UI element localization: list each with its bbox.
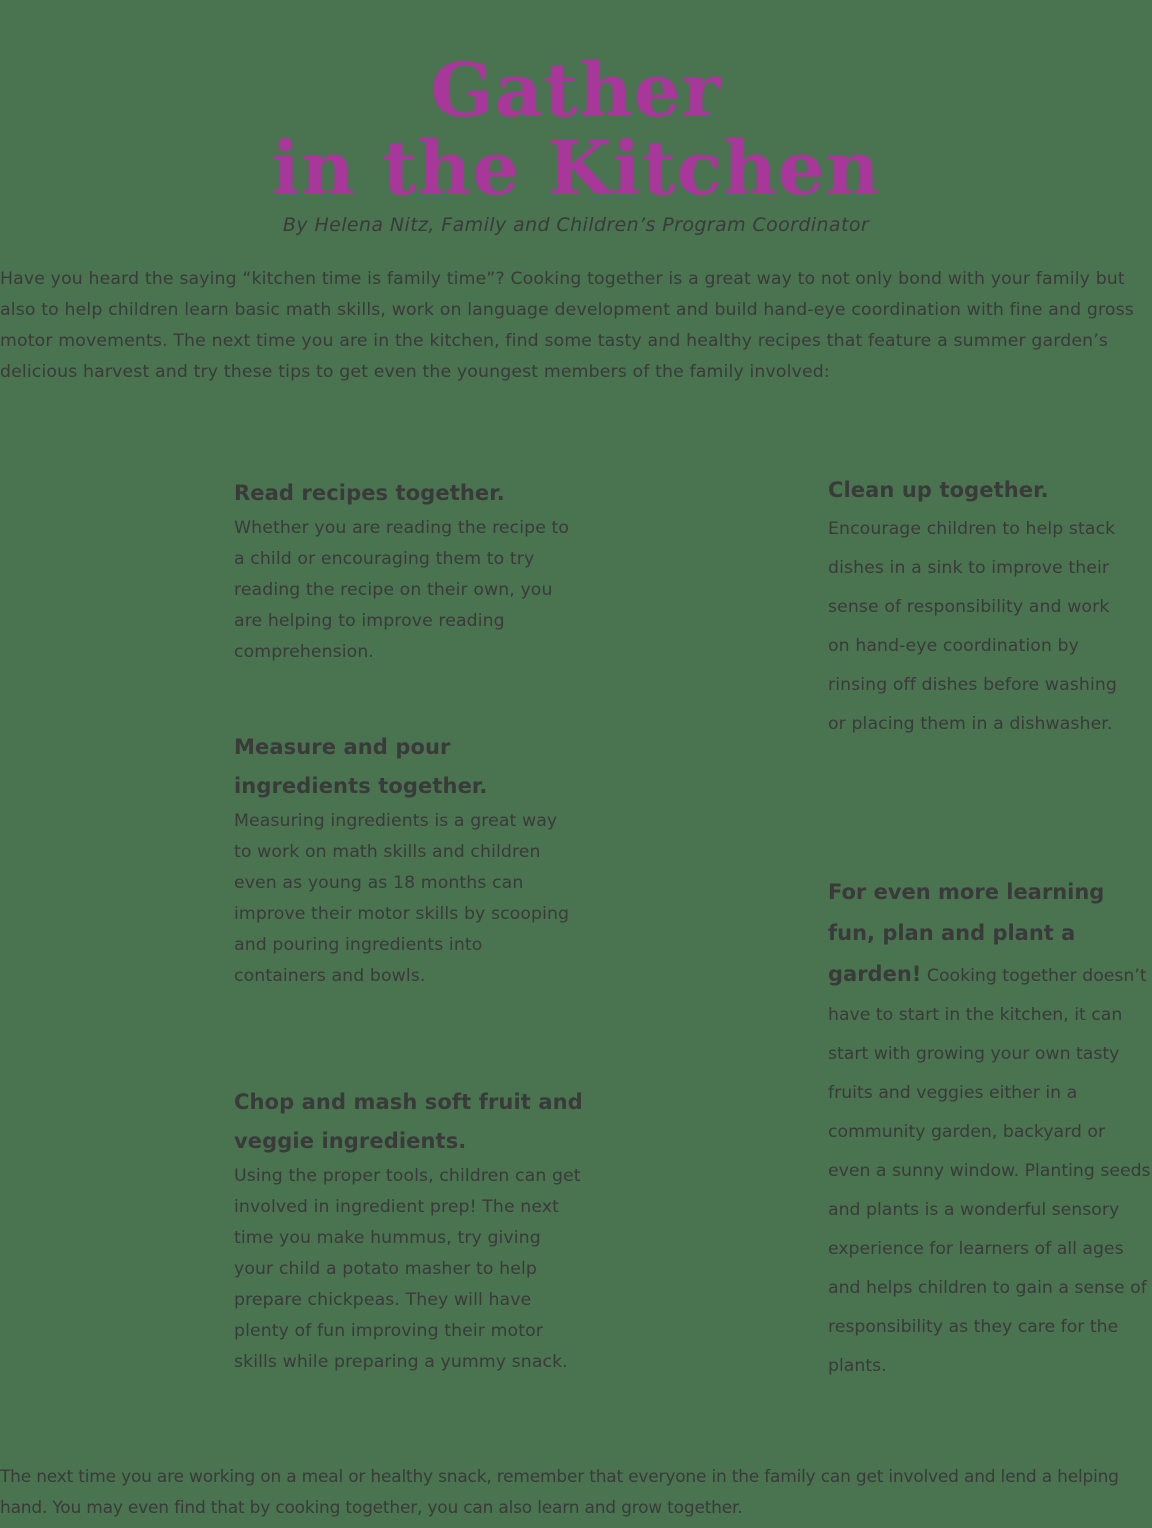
tip-measure-pour <box>234 728 570 992</box>
title-line-1: Gather <box>430 47 722 134</box>
tip-plan-garden <box>828 873 1152 1386</box>
tip-heading: Measure and pour ingredients together. <box>234 735 488 798</box>
tip-heading: Clean up together. <box>828 478 1049 502</box>
tip-heading: For even more learning fun, plan and plant a garden! <box>828 880 1105 986</box>
tip-chop-mash <box>234 1083 584 1378</box>
closing-paragraph: The next time you are working on a meal or healthy snack, remember that everyone in the family can get involved and lend a helping hand. You may even find that by cooking together, you can also learn and grow together. <box>0 1467 1119 1518</box>
intro-paragraph: Have you heard the saying “kitchen time is family time”? Cooking together is a great way to not only bond with your family but also to help children learn basic math skills, work on language development and build hand-eye coordination with fine and gross motor movements. The next time you are in the kitchen, find some tasty and healthy recipes that feature a summer garden’s delicious harvest and try these tips to get even the youngest members of the family involved: <box>0 269 1134 382</box>
tip-heading: Chop and mash soft fruit and veggie ingredients. <box>234 1090 583 1153</box>
tip-body: Whether you are reading the recipe to a child or encouraging them to try reading the recipe on their own, you are helping to improve reading comprehension. <box>234 518 570 662</box>
byline: By Helena Nitz, Family and Children’s Program Coordinator <box>282 214 870 236</box>
tip-body: Encourage children to help stack dishes in a sink to improve their sense of responsibility and work on hand-eye coordination by rinsing off dishes before washing or placing them in a dishwasher. <box>828 519 1117 734</box>
tip-clean-up <box>828 471 1118 744</box>
tip-body: Cooking together doesn’t have to start in the kitchen, it can start with growing your own tasty fruits and veggies either in a community garden, backyard or even a sunny window. Planting seeds and plants is a wonderful sensory experience for learners of all ages and helps children to gain a sense of responsibility as they care for the plants. <box>828 966 1151 1376</box>
article-title <box>0 47 1152 212</box>
tip-heading: Read recipes together. <box>234 481 505 505</box>
tip-body: Measuring ingredients is a great way to work on math skills and children even as young as 18 months can improve their motor skills by scooping and pouring ingredients into containers and bowls. <box>234 811 570 986</box>
title-line-2: in the Kitchen <box>271 125 881 212</box>
tip-read-recipes <box>234 474 584 668</box>
tip-body: Using the proper tools, children can get involved in ingredient prep! The next time you make hummus, try giving your child a potato masher to help prepare chickpeas. They will have plenty of fun improving their motor skills while preparing a yummy snack. <box>234 1166 581 1372</box>
